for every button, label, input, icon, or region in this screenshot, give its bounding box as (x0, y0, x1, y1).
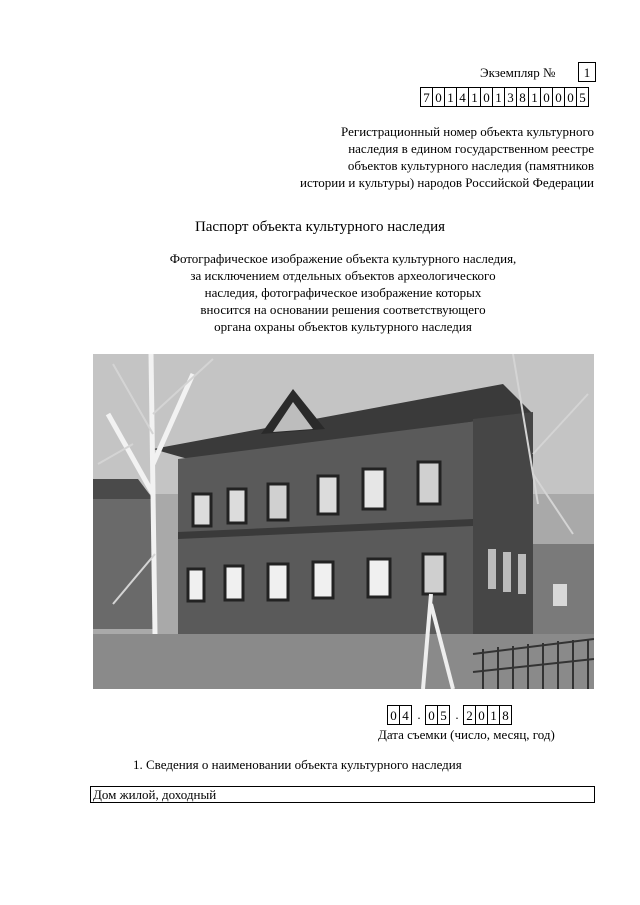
date-month-digit: 0 (425, 705, 438, 725)
date-separator: . (455, 707, 459, 722)
date-year-digit: 2 (463, 705, 476, 725)
reg-digit: 8 (516, 87, 529, 107)
copy-number-box: 1 (578, 62, 596, 82)
reg-digit: 4 (456, 87, 469, 107)
reg-desc-line: объектов культурного наследия (памятников (347, 158, 594, 173)
reg-digit: 0 (480, 87, 493, 107)
reg-desc-line: наследия в едином государственном реестре (348, 141, 594, 156)
reg-digit: 0 (564, 87, 577, 107)
reg-digit: 1 (468, 87, 481, 107)
date-separator: . (417, 707, 421, 722)
caption-line: органа охраны объектов культурного наследия (214, 319, 472, 334)
object-name-field: Дом жилой, доходный (90, 786, 595, 803)
date-day-digit: 4 (399, 705, 412, 725)
caption-line: наследия, фотографическое изображение которых (204, 285, 482, 300)
section-1-heading: 1. Сведения о наименовании объекта культурного наследия (133, 757, 462, 772)
reg-digit: 1 (528, 87, 541, 107)
caption-line: за исключением отдельных объектов археологического (190, 268, 496, 283)
caption-line: Фотографическое изображение объекта культурного наследия, (169, 251, 517, 266)
reg-digit: 0 (552, 87, 565, 107)
building-photo-drawing (93, 354, 594, 689)
copy-number-label: Экземпляр № (480, 65, 556, 80)
date-day-digit: 0 (387, 705, 400, 725)
photo-date-boxes (388, 705, 512, 725)
caption-line: вносится на основании решения соответствующего (200, 302, 486, 317)
photo-date-label: Дата съемки (число, месяц, год) (378, 727, 555, 742)
registration-number-boxes (421, 87, 589, 107)
registration-description (280, 123, 594, 191)
reg-digit: 1 (492, 87, 505, 107)
building-photo (93, 354, 594, 689)
reg-desc-line: истории и культуры) народов Российской Федерации (300, 175, 594, 190)
reg-digit: 0 (540, 87, 553, 107)
photo-caption (150, 250, 536, 335)
reg-digit: 7 (420, 87, 433, 107)
reg-desc-line: Регистрационный номер объекта культурного (341, 124, 594, 139)
reg-digit: 0 (432, 87, 445, 107)
date-year-digit: 0 (475, 705, 488, 725)
date-month-digit: 5 (437, 705, 450, 725)
date-year-digit: 8 (499, 705, 512, 725)
date-year-digit: 1 (487, 705, 500, 725)
page-title: Паспорт объекта культурного наследия (194, 219, 446, 235)
reg-digit: 5 (576, 87, 589, 107)
reg-digit: 3 (504, 87, 517, 107)
reg-digit: 1 (444, 87, 457, 107)
